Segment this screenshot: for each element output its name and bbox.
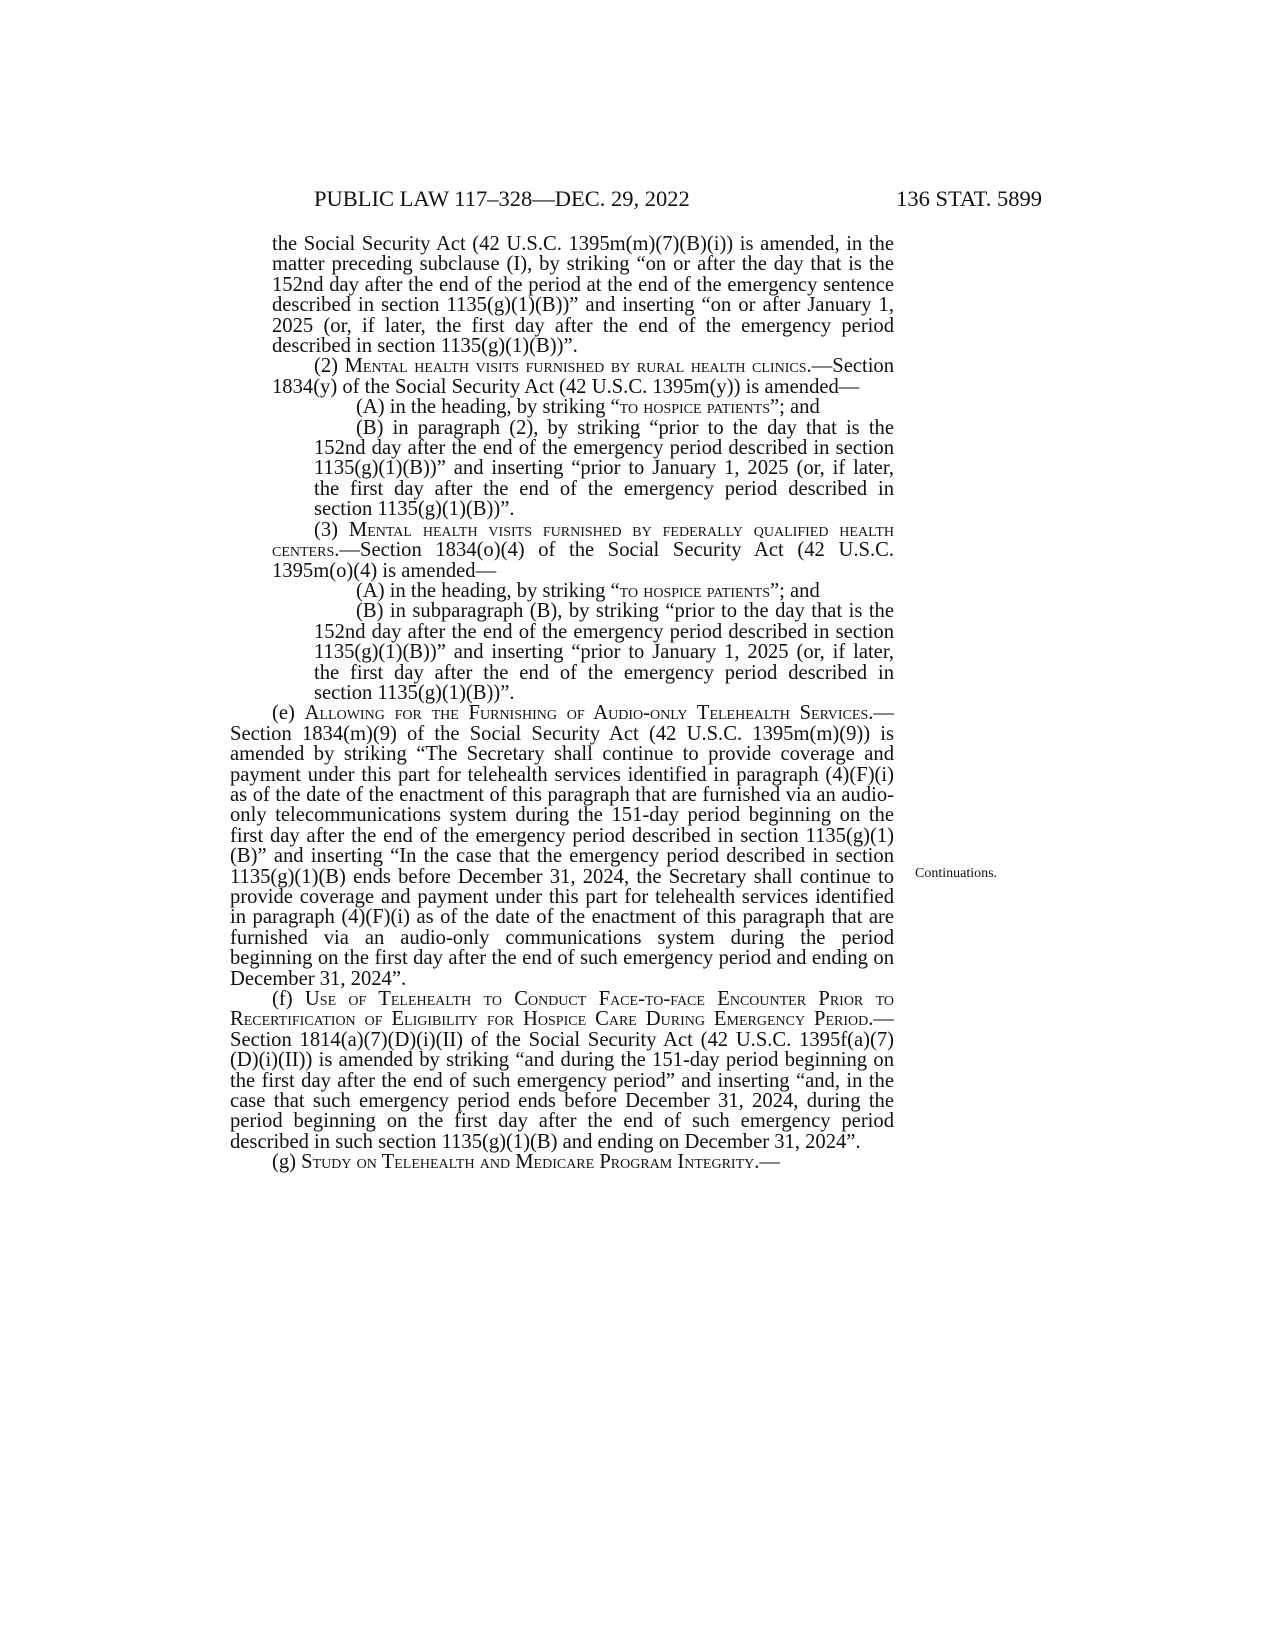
paragraph-2-heading: Mental health visits furnished by rural health clinics. — [344, 355, 812, 378]
subsection-f-heading: Use of Telehealth to Conduct Face-to-face Encounter Prior to Recertification of Eligibility for Hospice Care During Emergency Period. — [230, 988, 894, 1031]
paragraph-3-text: —Section 1834(o)(4) of the Social Security Act (42 U.S.C. 1395m(o)(4) is amended— — [272, 539, 894, 582]
subsection-e — [230, 703, 894, 989]
paragraph-2-text: —Section 1834(y) of the Social Security Act (42 U.S.C. 1395m(y)) is amended— — [272, 355, 895, 398]
subsection-f — [230, 989, 894, 1152]
subsection-g-label: (g) — [272, 1151, 297, 1174]
paragraph-3-heading: Mental health visits furnished by federally qualified health centers. — [272, 518, 895, 562]
subparagraph-2a-term: to hospice patients — [619, 396, 770, 419]
subparagraph-3a: (A) in the heading, by striking “to hospice patients”; and — [356, 579, 820, 602]
paragraph-3 — [230, 520, 894, 581]
subparagraph-3a-term: to hospice patients — [619, 579, 770, 602]
subsection-f-label: (f) — [272, 988, 293, 1011]
subsection-e-text: —Section 1834(m)(9) of the Social Security Act (42 U.S.C. 1395m(m)(9)) is amended by striking “The Secretary shall continue to provide coverage and payment under this part for telehealth services identified in paragraph (4)(F)(i) as of the date of the enactment of this paragraph that are furnished via an audio-only telecommunications system during the 151-day period beginning on the first day after the end of the emergency period described in section 1135(g)(1)(B)” and inserting “In the case that the emergency period described in section 1135(g)(1)(B) ends before December 31, 2024, the Secretary shall continue to provide coverage and payment under this part for telehealth services identified in paragraph (4)(F)(i) as of the date of the enactment of this paragraph that are furnished via an audio-only communications system during the period beginning on the first day after the end of such emergency period and ending on December 31, 2024”. — [230, 702, 894, 990]
subparagraph-3b: (B) in subparagraph (B), by striking “prior to the day that is the 152nd day after the end of the emergency period described in section 1135(g)(1)(B))” and inserting “prior to January 1, 2025 (or, if later, the first day after the end of the emergency period described in section 1135(g)(1)(B))”. — [314, 600, 894, 704]
header-title: PUBLIC LAW 117–328—DEC. 29, 2022 — [314, 186, 690, 211]
subsection-g-heading: Study on Telehealth and Medicare Program Integrity. — [301, 1151, 760, 1174]
margin-note: Continuations. — [915, 866, 998, 881]
subsection-e-label: (e) — [272, 702, 295, 725]
subsection-g-text: — — [759, 1151, 780, 1174]
paragraph-continuation: the Social Security Act (42 U.S.C. 1395m(m)(7)(B)(i)) is amended, in the matter preceding subclause (I), by striking “on or after the day that is the 152nd day after the end of the period at the end of the emergency sentence described in section 1135(g)(1)(B))” and inserting “on or after January 1, 2025 (or, if later, the first day after the end of the emergency period described in section 1135(g)(1)(B))”. — [272, 233, 894, 358]
subsection-g — [230, 1152, 894, 1172]
subsection-e-heading: Allowing for the Furnishing of Audio-only Telehealth Services. — [304, 702, 874, 725]
paragraph-2 — [230, 356, 894, 397]
paragraph-3-label: (3) — [314, 518, 339, 541]
subsection-f-text: —Section 1814(a)(7)(D)(i)(II) of the Social Security Act (42 U.S.C. 1395f(a)(7)(D)(i)(II)) is amended by striking “and during the 151-day period beginning on the first day after the end of such emergency period” and inserting “and, in the case that such emergency period ends before December 31, 2024, during the period beginning on the first day after the end of such emergency period described in such section 1135(g)(1)(B) and ending on December 31, 2024”. — [230, 1008, 894, 1153]
paragraph-2-label: (2) — [314, 355, 339, 378]
subparagraph-2a: (A) in the heading, by striking “to hospice patients”; and — [356, 396, 820, 419]
page-number: 136 STAT. 5899 — [896, 186, 1042, 211]
subparagraph-2b: (B) in paragraph (2), by striking “prior to the day that is the 152nd day after the end of the emergency period described in section 1135(g)(1)(B))” and inserting “prior to January 1, 2025 (or, if later, the first day after the end of the emergency period described in section 1135(g)(1)(B))”. — [314, 416, 894, 521]
document-body — [230, 234, 894, 1173]
running-header — [270, 184, 1042, 214]
